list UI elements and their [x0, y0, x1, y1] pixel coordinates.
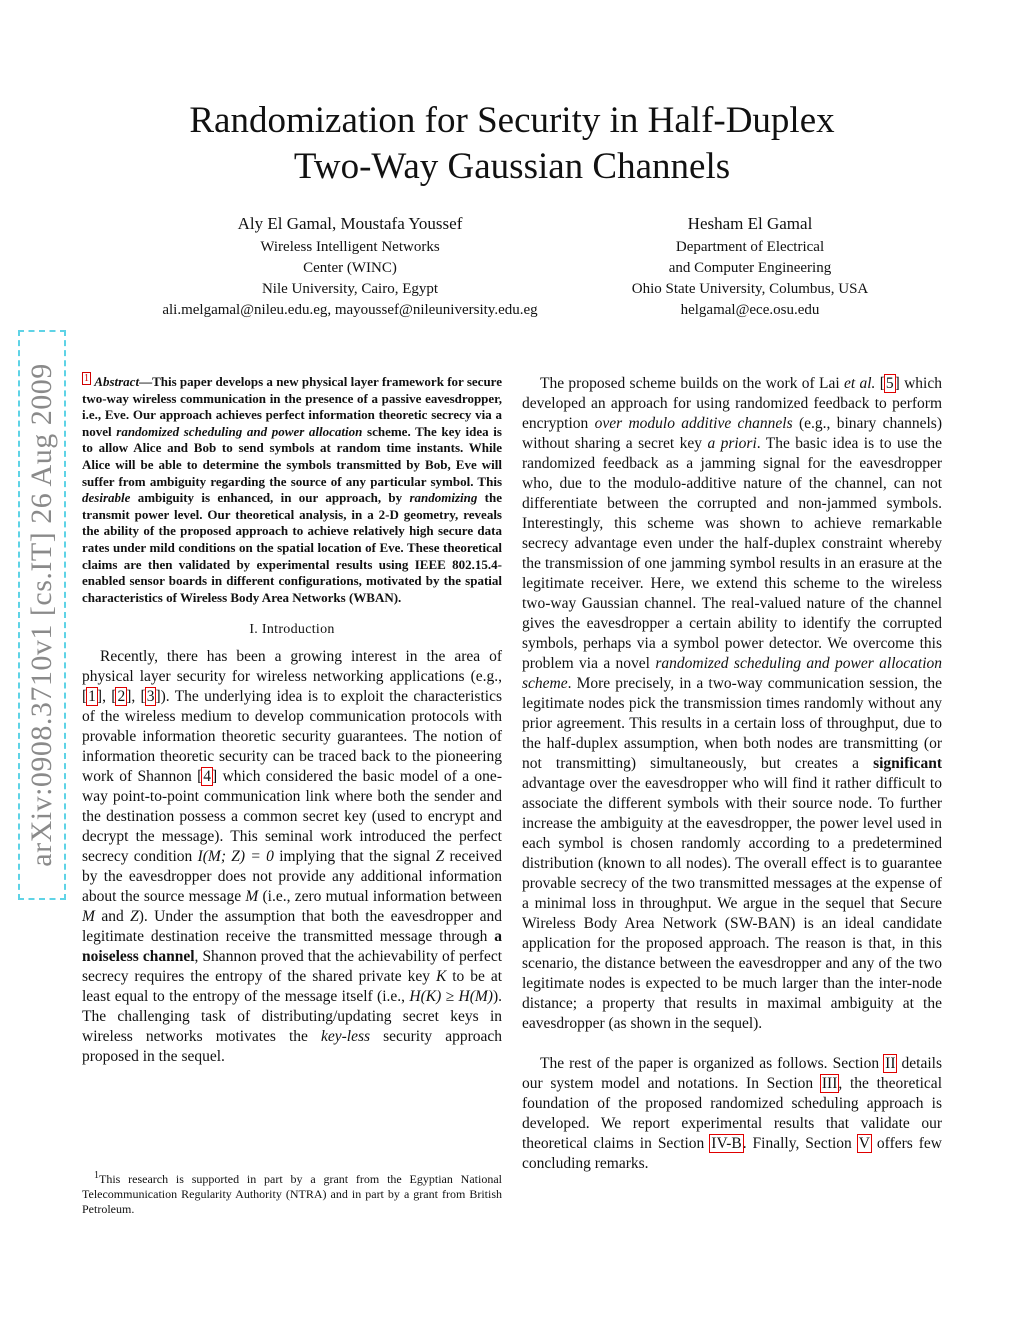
footnote-number: 1: [94, 1170, 99, 1181]
footnote-marker-link[interactable]: 1: [84, 372, 89, 384]
math-expr: M: [245, 888, 259, 906]
affiliation-line: Nile University, Cairo, Egypt: [261, 281, 439, 297]
math-expr: I(M; Z) = 0: [197, 848, 274, 866]
author-email: ali.melgamal@nileu.edu.eg, mayoussef@nileuniversity.edu.eg: [162, 302, 538, 318]
math-expr: K: [435, 968, 447, 986]
author-names: Hesham El Gamal: [687, 214, 813, 233]
author-names: Aly El Gamal, Moustafa Youssef: [237, 214, 463, 233]
affiliation-line: Department of Electrical: [675, 239, 825, 255]
right-paragraph-2: The rest of the paper is organized as follows. Section II details our system model and notations. In Section III, the theoretical foundation of the proposed randomized scheduling approach is developed. We report experimental results that validate our theoretical claims in Section IV-B. Finally, Section V offers few concluding remarks.: [522, 1055, 942, 1172]
arxiv-stamp-text: arXiv:0908.3710v1 [cs.IT] 26 Aug 2009: [25, 363, 58, 867]
affiliation-line: and Computer Engineering: [668, 260, 832, 276]
citation-link[interactable]: 1: [88, 688, 96, 706]
section-ref-link[interactable]: II: [885, 1055, 896, 1072]
section-ref-link[interactable]: IV-B: [711, 1135, 742, 1152]
affiliation-line: Center (WINC): [303, 260, 397, 276]
affiliation-line: Wireless Intelligent Networks: [260, 239, 440, 255]
left-column: [82, 374, 502, 1067]
section-ref-link[interactable]: V: [858, 1135, 870, 1152]
section-heading-introduction: I. Introduction: [249, 622, 335, 638]
math-expr: Z: [130, 908, 139, 926]
section-ref-link[interactable]: III: [821, 1075, 838, 1092]
math-expr: M: [82, 908, 95, 926]
paper-title: [0, 98, 1024, 190]
right-column: [522, 374, 942, 1174]
affiliation-line: Ohio State University, Columbus, USA: [631, 281, 869, 297]
citation-link[interactable]: 3: [146, 688, 155, 706]
author-block-right: [595, 212, 905, 321]
intro-paragraph: Recently, there has been a growing interest in the area of physical layer security for wireless networking applications (e.g., [1], [2], [3]). The underlying idea is to exploit the characteristics of the wireless medium to develop communication protocols with provable information theoretic security guarantees. The notion of information theoretic security can be traced back to the pioneering work of Shannon [4] which considered the basic model of a one-way point-to-point communication link where both the sender and the destination possess a common secret key (used to encrypt and decrypt the message). This seminal work introduced the perfect secrecy condition I(M; Z) = 0 implying that the signal Z received by the eavesdropper does not provide any additional information about the source message M (i.e., zero mutual information between M and Z). Under the assumption that both the eavesdropper and legitimate destination receive the transmitted message through a noiseless channel, Shannon proved that the achievability of perfect secrecy requires the entropy of the shared private key K to be at least equal to the entropy of the message itself (i.e., H(K) ≥ H(M)). The challenging task of distributing/updating secret keys in wireless networks motivates the key-less security approach proposed in the sequel.: [82, 648, 503, 1066]
abstract: $^1$ Abstract—This paper develops a new physical layer framework for secure two-way wireless communication in the presence of a passive eavesdropper, i.e., Eve. Our approach achieves perfect information theoretic secrecy via a novel randomized scheduling and power allocation scheme. The key idea is to allow Alice and Bob to send symbols at random time instants. While Alice will be able to determine the symbols transmitted by Bob, Eve will suffer from ambiguity regarding the source of any particular symbol. This desirable ambiguity is enhanced, in our approach, by randomizing the transmit power level. Our theoretical analysis, in a 2-D geometry, reveals the ability of the proposed approach to achieve relatively high secure data rates under mild conditions on the spatial location of Eve. These theoretical claims are then validated by experimental results using IEEE 802.15.4-enabled sensor boards in different configurations, motivated by the spatial characteristics of Wireless Body Area Networks (WBAN).: [82, 372, 502, 605]
author-block-left: [120, 212, 580, 321]
citation-link[interactable]: 4: [203, 768, 212, 786]
footnote-text: This research is supported in part by a grant from the Egyptian National Telecommunication Regularity Authority (NTRA) and in part by a grant from British Petroleum.: [82, 1172, 502, 1216]
citation-link[interactable]: 2: [117, 688, 126, 706]
footnote: [82, 1168, 502, 1217]
citation-link[interactable]: 5: [885, 375, 894, 392]
arxiv-stamp-link[interactable]: [18, 330, 66, 900]
math-expr: H(K) ≥ H(M): [409, 988, 493, 1006]
abstract-label: Abstract: [94, 374, 140, 389]
title-line-1: Randomization for Security in Half-Duplex: [189, 100, 835, 141]
author-email: helgamal@ece.osu.edu: [680, 302, 820, 318]
math-expr: Z: [435, 848, 445, 866]
title-line-2: Two-Way Gaussian Channels: [293, 146, 731, 187]
right-paragraph-1: The proposed scheme builds on the work of Lai et al. [5] which developed an approach for using randomized feedback to perform encryption over modulo additive channels (e.g., binary channels) without sharing a secret key a priori. The basic idea is to use the randomized feedback as a jamming signal for the eavesdropper who, due to the modulo-additive nature of the channel, can not differentiate between the corrupted and non-jammed symbols. Interestingly, this scheme was shown to achieve remarkable secrecy advantage even under the half-duplex constraint whereby the transmission of one jamming symbol results in an erasure at the legitimate receiver. Here, we extend this scheme to the wireless two-way Gaussian channel. The real-valued nature of the channel gives the eavesdropper a certain ability to identify the corrupted symbols, perhaps via a symbol power detector. We overcome this problem via a novel randomized scheduling and power allocation scheme. More precisely, in a two-way communication session, the legitimate nodes pick the transmission times randomly without any prior agreement. This results in a certain loss of throughput, due to the half-duplex assumption, when both nodes are transmitting (or not transmitting) simultaneously, but creates a significant advantage over the eavesdropper who will find it rather difficult to associate the different symbols with their source node. To further increase the ambiguity at the eavesdropper, the power level used in each symbol is chosen randomly according to a predetermined distribution (known to all nodes). The overall effect is to guarantee provable secrecy of the two transmitted messages at the expense of a minimal loss in throughput. We argue in the sequel that Secure Wireless Body Area Network (SW-BAN) is an ideal candidate application for the proposed approach. The reason is that, in this scenario, the distance between the eavesdropper and any of the two legitimate nodes is expected to be much larger than the inter-node distance; a property that results in maximal ambiguity at the eavesdropper (as shown in the sequel).: [522, 375, 943, 1032]
